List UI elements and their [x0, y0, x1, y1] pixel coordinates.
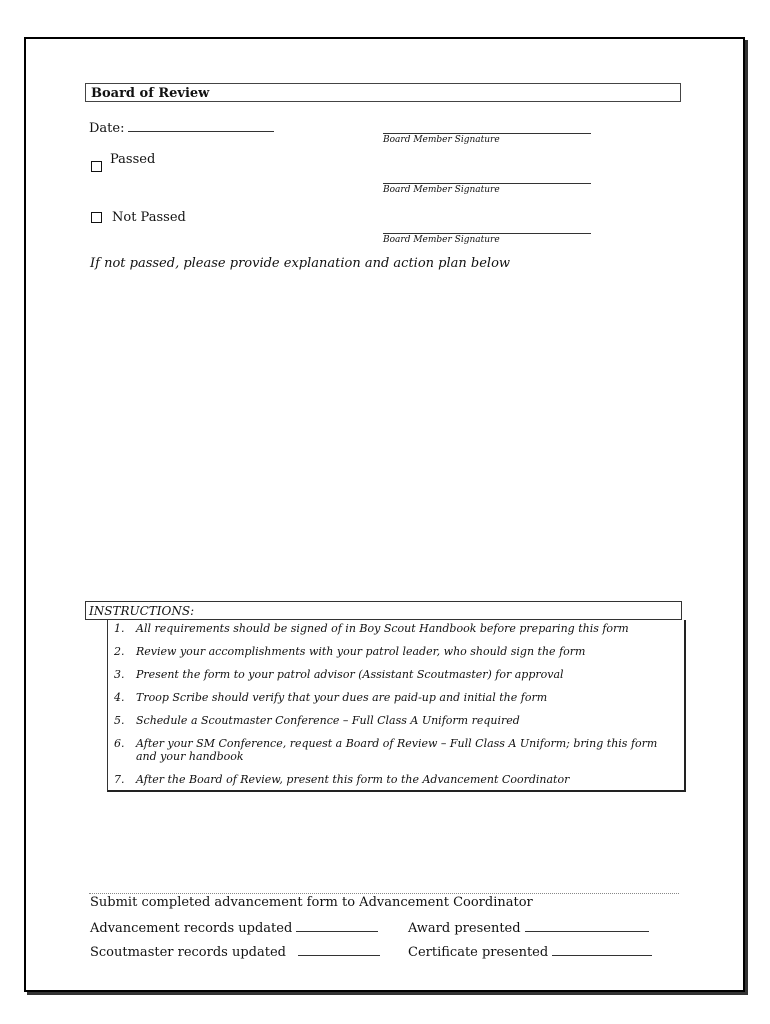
scoutmaster-records-label: Scoutmaster records updated	[90, 945, 286, 960]
award-presented-blank[interactable]	[525, 920, 649, 932]
scoutmaster-records-field[interactable]	[90, 944, 380, 960]
instructions-header: INSTRUCTIONS:	[85, 601, 682, 620]
instruction-item: 7. After the Board of Review, present this form to the Advancement Coordinator	[114, 773, 570, 786]
advancement-records-field[interactable]	[90, 920, 378, 936]
date-blank-line[interactable]	[128, 119, 274, 132]
not-passed-checkbox[interactable]	[91, 212, 102, 223]
board-of-review-header: Board of Review	[85, 83, 681, 102]
advancement-records-blank[interactable]	[296, 920, 378, 932]
submit-instruction: Submit completed advancement form to Advancement Coordinator	[90, 895, 533, 910]
instruction-item: 5. Schedule a Scoutmaster Conference – Full Class A Uniform required	[114, 714, 520, 727]
instruction-item: 1. All requirements should be signed of in Boy Scout Handbook before preparing this form	[114, 622, 629, 635]
certificate-presented-field[interactable]	[408, 944, 652, 960]
form-page	[24, 37, 745, 992]
instruction-item: 4. Troop Scribe should verify that your dues are paid-up and initial the form	[114, 691, 548, 704]
advancement-records-label: Advancement records updated	[90, 921, 293, 936]
not-passed-label: Not Passed	[112, 210, 186, 225]
date-label: Date:	[89, 121, 125, 136]
award-presented-field[interactable]	[408, 920, 649, 936]
signature-caption: Board Member Signature	[383, 185, 500, 195]
board-member-signature-2[interactable]	[383, 183, 591, 195]
signature-caption: Board Member Signature	[383, 135, 500, 145]
award-presented-label: Award presented	[408, 921, 521, 936]
instruction-item: 6. After your SM Conference, request a Board of Review – Full Class A Uniform; bring this form and your handbook	[114, 737, 658, 763]
instruction-item: 2. Review your accomplishments with your patrol leader, who should sign the form	[114, 645, 586, 658]
scoutmaster-records-blank[interactable]	[298, 944, 380, 956]
date-field[interactable]	[89, 119, 274, 136]
board-member-signature-3[interactable]	[383, 233, 591, 245]
footer-divider	[89, 893, 679, 894]
certificate-presented-blank[interactable]	[552, 944, 652, 956]
explanation-prompt: If not passed, please provide explanation and action plan below	[90, 256, 511, 271]
board-member-signature-1[interactable]	[383, 133, 591, 145]
passed-checkbox[interactable]	[91, 161, 102, 172]
signature-caption: Board Member Signature	[383, 235, 500, 245]
instruction-item: 3. Present the form to your patrol advisor (Assistant Scoutmaster) for approval	[114, 668, 564, 681]
instructions-list	[107, 620, 686, 792]
certificate-presented-label: Certificate presented	[408, 945, 549, 960]
passed-label: Passed	[110, 152, 156, 167]
